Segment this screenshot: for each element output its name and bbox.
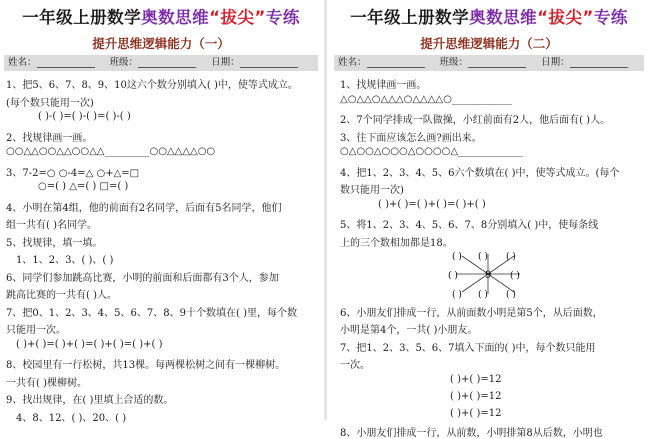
star-diagram [448,250,528,298]
star-center-number: 9 [485,270,492,281]
page-title [0,4,322,28]
pattern-line: △○△△○△△△○△△△△○____________ [340,94,512,105]
title-part: 专练 [265,8,300,27]
question-line: 只能用一次。 [6,325,66,336]
answer-line: 1、1、2、3、( )、( ) [16,255,114,266]
title-part: “拔尖” [537,8,594,27]
class-field[interactable] [468,57,526,68]
question-line: 2、找规律画一画。 [6,133,93,144]
question-line: 7、把0、1、2、3、4、5、6、7、8、9十个数填在( )里，每个数 [6,308,297,319]
star-slot: ( ) [506,290,516,300]
answer-line: ( )+( )=( )+( )=( )+( )=( )+( ) [16,339,163,350]
question-line: 跳高比赛的一共有( )人。 [6,290,117,301]
answer-line: ( )+( )=12 [450,391,502,402]
star-slot: ( ) [478,290,488,300]
date-field[interactable] [240,57,298,68]
title-part: 一年级上册数学 [350,8,470,27]
question-line: 4、把1、2、3、4、5、6六个数填在( )中，使等式成立。(每个 [340,168,620,179]
question-line: 一次。 [340,360,370,371]
title-part: 专练 [593,8,628,27]
page-title [330,4,648,28]
question-line: 7、把1、2、3、5、6、7填入下面的( )中，每个数只能用 [340,343,596,354]
question-line: 1、找规律画一画。 [340,80,427,91]
question-line: 数只能用一次) [340,185,404,196]
date-label: 日期： [541,57,570,68]
pattern-line: ○△○○△○○○△○○○○△_____________ [340,146,524,157]
question-line: 一共有( )棵柳树。 [6,378,87,389]
title-part: 一年级上册数学 [22,8,142,27]
name-field[interactable] [37,57,95,68]
question-line: 8、校园里有一行松树，共13棵。每两棵松树之间有一棵柳树。 [6,360,286,371]
star-slot: ( ) [452,252,462,262]
section-subtitle: 提升思维逻辑能力（二） [420,36,558,51]
name-label: 姓名： [338,57,367,68]
star-slot: ( ) [448,271,458,281]
answer-line: ( )-( )=( )-( )=( )-( ) [38,111,131,122]
answer-line: ( )+( )=( )+( )=( )+( ) [378,199,486,210]
answer-line: ( )+( )=12 [450,408,502,419]
class-label: 班级： [439,57,469,68]
answer-line: ○=( ) △=( ) □=( ) [38,181,129,192]
question-line: 6、同学们参加跳高比赛，小明的前面和后面都有3个人，参加 [6,273,279,284]
question-line: 6、小朋友们排成一行，从前面数小明是第5个，从后面数， [340,308,603,319]
worksheet-left [0,0,322,424]
date-field[interactable] [570,57,628,68]
question-line: (每个数只能用一次) [6,98,94,109]
question-line: 5、找规律，填一填。 [6,238,103,249]
question-line: 5、将1、2、3、4、5、6、7、8分别填入( )中，使每条线 [340,220,599,231]
question-line: 小明是第4个，一共( )小朋友。 [340,325,478,336]
answer-line: ( )+( )=12 [450,374,502,385]
question-line: 组一共有( )名同学。 [6,220,97,231]
date-label: 日期： [211,57,240,68]
title-part: 奥数思维 [469,8,538,27]
answer-line: 4、8、12、( )、20、( ) [16,413,127,424]
star-slot: ( ) [452,290,462,300]
section-subtitle: 提升思维逻辑能力（一） [92,36,230,51]
question-line: 9、找出规律，在( )里填上合适的数。 [6,395,174,406]
question-line: 8、小朋友们排成一行，从前数，小明排第8从后数，小明也 [340,428,603,439]
question-line: 4、小明在第4组，他的前面有2名同学，后面有5名同学，他们 [6,203,282,214]
class-label: 班级： [109,57,139,68]
question-line: 1、把5、6、7、8、9、10这六个数分别填入( )中，使等式成立。 [6,80,298,91]
name-label: 姓名： [8,57,37,68]
name-field[interactable] [367,57,425,68]
star-slot: ( ) [510,271,520,281]
question-line: 3、7-2=○ ○-4=△ ○+△=□ [6,168,140,179]
title-part: 奥数思维 [141,8,210,27]
star-slot: ( ) [478,252,488,262]
student-info-bar [4,55,318,71]
question-line: 3、往下面应该怎么画?画出来。 [340,133,482,144]
pattern-line: ○○△△○○△△○○△△_________○○△△△△○○ [6,146,216,157]
title-part: “拔尖” [209,8,266,27]
question-line: 上的三个数相加都是18。 [340,238,453,249]
student-info-bar [334,55,644,71]
question-line: 2、7个同学排成一队做操，小红前面有2人，他后面有( )人。 [340,115,611,126]
star-slot: ( ) [506,252,516,262]
class-field[interactable] [138,57,196,68]
page-divider [324,0,327,420]
worksheet-right [330,0,648,439]
